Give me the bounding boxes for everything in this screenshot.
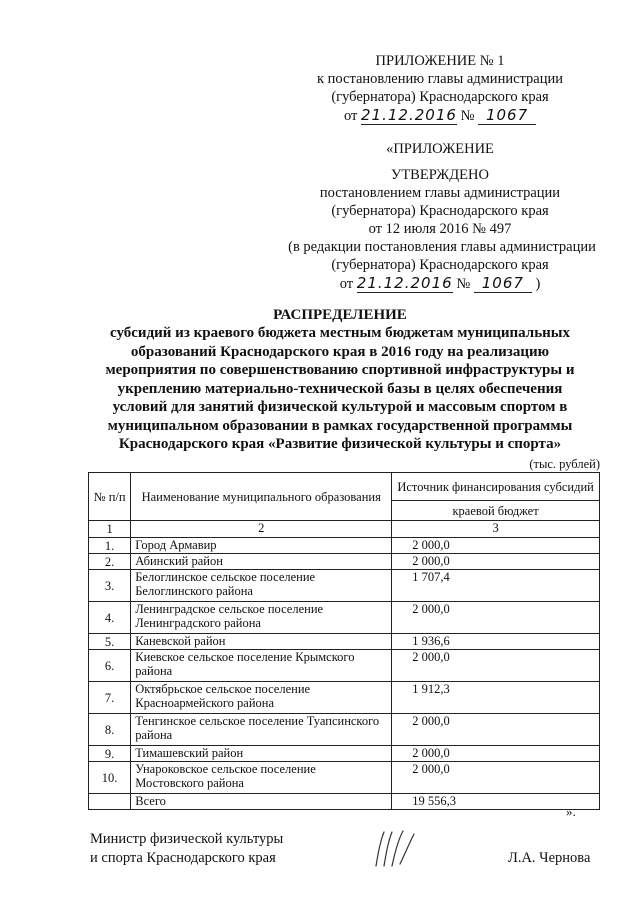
by-resolution-line: постановлением главы администрации <box>319 185 561 201</box>
row-number: 8. <box>89 714 131 746</box>
row-name: Тимашевский район <box>131 746 392 762</box>
governor-line: (губернатора) Краснодарского края <box>331 89 549 105</box>
total-row <box>89 794 600 810</box>
units-label: (тыс. рублей) <box>529 457 600 471</box>
closing-mark: ». <box>566 804 576 819</box>
title-line-5: условий для занятий физической культурой и массовым спортом в <box>112 399 568 415</box>
row-name: Каневской район <box>131 634 392 650</box>
row-value: 2 000,0 <box>392 762 600 794</box>
row-name: Унароковское сельское поселение Мостовского района <box>131 762 392 794</box>
appendix-label: ПРИЛОЖЕНИЕ № 1 <box>375 53 505 69</box>
title-line-3: мероприятия по совершенствованию спортивной инфраструктуры и <box>105 362 575 378</box>
row-name: Киевское сельское поселение Крымского района <box>131 650 392 682</box>
table-row <box>89 714 600 746</box>
title-line-4: укреплению материально-технической базы в целях обеспечения <box>117 380 563 397</box>
table-row <box>89 746 600 762</box>
from-label-2: от <box>339 276 354 292</box>
row-value: 2 000,0 <box>392 650 600 682</box>
edition-line: (в редакции постановления главы администрации <box>288 239 596 255</box>
title-line-1: субсидий из краевого бюджета местным бюджетам муниципальных <box>110 325 570 341</box>
row-number: 5. <box>89 634 131 650</box>
approved-label: УТВЕРЖДЕНО <box>391 167 489 183</box>
edition-date-number-line <box>300 274 580 293</box>
row-number: 3. <box>89 570 131 602</box>
signatory-title-line-1: Министр физической культуры <box>90 831 284 847</box>
row-number: 4. <box>89 602 131 634</box>
row-value: 2 000,0 <box>392 602 600 634</box>
row-value: 2 000,0 <box>392 714 600 746</box>
row-value: 1 707,4 <box>392 570 600 602</box>
number-label: № <box>460 108 475 124</box>
document-heading: РАСПРЕДЕЛЕНИЕ <box>273 307 407 323</box>
index-cell-3: 3 <box>392 521 600 538</box>
close-paren: ) <box>535 276 541 292</box>
table-row <box>89 762 600 794</box>
row-name: Город Армавир <box>131 538 392 554</box>
to-resolution-line: к постановлению главы администрации <box>316 71 564 87</box>
table-row <box>89 570 600 602</box>
signatory-title-line-2: и спорта Краснодарского края <box>90 850 276 866</box>
table-row <box>89 538 600 554</box>
handwritten-number-2: 1067 <box>474 274 532 293</box>
total-value: 19 556,3 <box>392 794 600 810</box>
table-row <box>89 682 600 714</box>
number-label-2: № <box>456 276 471 292</box>
col-header-budget: краевой бюджет <box>392 501 600 521</box>
index-cell-2: 2 <box>131 521 392 538</box>
col-header-number: № п/п <box>89 473 131 521</box>
table-row <box>89 650 600 682</box>
date-number-line <box>300 106 580 125</box>
table-row <box>89 634 600 650</box>
row-name: Абинский район <box>131 554 392 570</box>
total-label: Всего <box>131 794 392 810</box>
handwritten-date-2: 21.12.2016 <box>356 274 453 292</box>
row-number: 10. <box>89 762 131 794</box>
title-line-7: Краснодарского края «Развитие физической культуры и спорта» <box>118 436 562 452</box>
row-number: 6. <box>89 650 131 682</box>
row-name: Белоглинское сельское поселение Белоглинского района <box>131 570 392 602</box>
dated-line: от 12 июля 2016 № 497 <box>368 221 512 237</box>
signatory-name: Л.А. Чернова <box>508 850 591 866</box>
from-label: от <box>343 108 358 124</box>
row-number: 9. <box>89 746 131 762</box>
row-name: Октябрьское сельское поселение Красноармейского района <box>131 682 392 714</box>
col-header-name: Наименование муниципального образования <box>131 473 392 521</box>
governor-line-3: (губернатора) Краснодарского края <box>331 257 549 273</box>
table-row <box>89 554 600 570</box>
total-empty-cell <box>89 794 131 810</box>
row-value: 2 000,0 <box>392 538 600 554</box>
row-value: 1 936,6 <box>392 634 600 650</box>
index-cell-1: 1 <box>89 521 131 538</box>
col-header-source: Источник финансирования субсидий <box>392 473 600 501</box>
row-number: 1. <box>89 538 131 554</box>
row-value: 2 000,0 <box>392 554 600 570</box>
subsidy-table <box>88 472 600 810</box>
appendix-quote-label: «ПРИЛОЖЕНИЕ <box>386 141 494 157</box>
row-number: 7. <box>89 682 131 714</box>
row-name: Ленинградское сельское поселение Ленинградского района <box>131 602 392 634</box>
title-line-6: муниципальном образовании в рамках государственной программы <box>107 417 573 434</box>
title-line-2: образований Краснодарского края в 2016 году на реализацию <box>130 343 550 360</box>
handwritten-signature <box>370 826 420 872</box>
row-value: 2 000,0 <box>392 746 600 762</box>
row-number: 2. <box>89 554 131 570</box>
handwritten-date: 21.12.2016 <box>361 106 457 124</box>
table-row <box>89 602 600 634</box>
governor-line-2: (губернатора) Краснодарского края <box>331 203 549 219</box>
handwritten-number: 1067 <box>478 106 536 125</box>
row-value: 1 912,3 <box>392 682 600 714</box>
row-name: Тенгинское сельское поселение Туапсинского района <box>131 714 392 746</box>
